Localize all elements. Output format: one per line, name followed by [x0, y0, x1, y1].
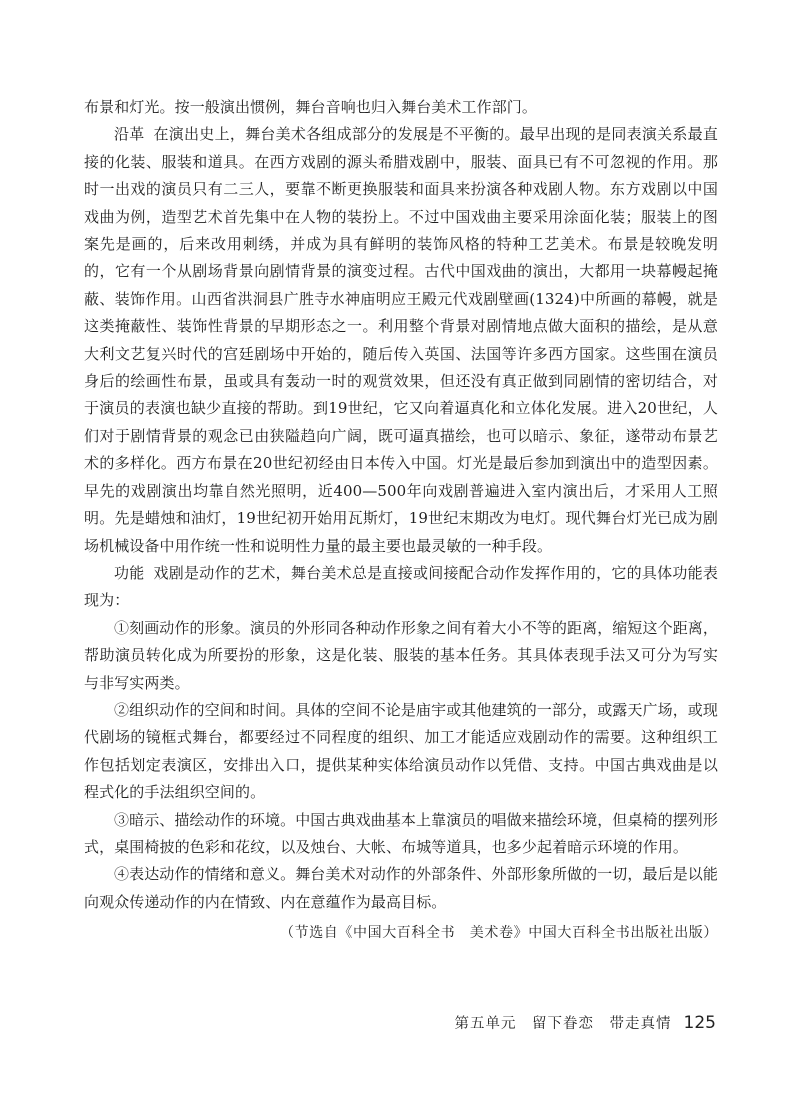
unit-title: 第五单元 留下眷恋 带走真情: [454, 1016, 672, 1032]
page-body: [84, 94, 718, 946]
list-item-4: ④表达动作的情绪和意义。舞台美术对动作的外部条件、外部形象所做的一切，最后是以能向观众传递动作的内在情致、内在意蕴作为最高目标。: [84, 865, 719, 911]
heading-function: 功能: [114, 563, 145, 582]
paragraph-function: [84, 560, 718, 615]
paragraph-history-text: 在演出史上，舞台美术各组成部分的发展是不平衡的。最早出现的是同表演关系最直接的化装、服装和道具。在西方戏剧的源头希腊戏剧中，服装、面具已有不可忽视的作用。那时一出戏的演员只有二三人，要靠不断更换服装和面具来扮演各种戏剧人物。东方戏剧以中国戏曲为例，造型艺术首先集中在人物的装扮上。不过中国戏曲主要采用涂面化装；服装上的图案先是画的，后来改用刺绣，并成为具有鲜明的装饰风格的特种工艺美术。布景是较晚发明的，它有一个从剧场背景向剧情背景的演变过程。古代中国戏曲的演出，大都用一块幕幔起掩蔽、装饰作用。山西省洪洞县广胜寺水神庙明应王殿元代戏剧壁画(1324)中所画的幕幔，就是这类掩蔽性、装饰性背景的早期形态之一。利用整个背景对剧情地点做大面积的描绘，是从意大利文艺复兴时代的宫廷剧场中开始的，随后传入英国、法国等许多西方国家。这些围在演员身后的绘画性布景，虽或具有轰动一时的观赏效果，但还没有真正做到同剧情的密切结合，对于演员的表演也缺少直接的帮助。到19世纪，它又向着逼真化和立体化发展。进入20世纪，人们对于剧情背景的观念已由狭隘趋向广阔，既可逼真描绘，也可以暗示、象征，遂带动布景艺术的多样化。西方布景在20世纪初经由日本传入中国。灯光是最后参加到演出中的造型因素。早先的戏剧演出均靠自然光照明，近400—500年向戏剧普遍进入室内演出后，才采用人工照明。先是蜡烛和油灯，19世纪初开始用瓦斯灯，19世纪末期改为电灯。现代舞台灯光已成为剧场机械设备中用作统一性和说明性力量的最主要也最灵敏的一种手段。: [84, 125, 718, 555]
list-item-2: ②组织动作的空间和时间。具体的空间不论是庙宇或其他建筑的一部分，或露天广场，或现代剧场的镜框式舞台，都要经过不同程度的组织、加工才能适应戏剧动作的需要。这种组织工作包括划定表演区，安排出入口，提供某种实体给演员动作以凭借、支持。中国古典戏曲是以程式化的手法组织空间的。: [84, 700, 719, 802]
paragraph-intro: 布景和灯光。按一般演出惯例，舞台音响也归入舞台美术工作部门。: [84, 98, 538, 116]
list-item-1: ①刻画动作的形象。演员的外形同各种动作形象之间有着大小不等的距离，缩短这个距离，帮助演员转化成为所要扮的形象，这是化装、服装的基本任务。其具体表现手法又可分为写实与非写实两类。: [84, 618, 719, 692]
paragraph-history: [84, 121, 718, 560]
list-item-3: ③暗示、描绘动作的环境。中国古典戏曲基本上靠演员的唱做来描绘环境，但桌椅的摆列形式，桌围椅披的色彩和花纹，以及烛台、大帐、布城等道具，也多少起着暗示环境的作用。: [84, 810, 719, 856]
page-number: 125: [683, 1013, 716, 1033]
source-citation: （节选自《中国大百科全书 美术卷》中国大百科全书出版社出版）: [280, 925, 718, 942]
page-footer: [455, 1012, 716, 1033]
paragraph-function-text: 戏剧是动作的艺术，舞台美术总是直接或间接配合动作发挥作用的，它的具体功能表现为：: [84, 563, 718, 610]
heading-history: 沿革: [114, 125, 145, 144]
